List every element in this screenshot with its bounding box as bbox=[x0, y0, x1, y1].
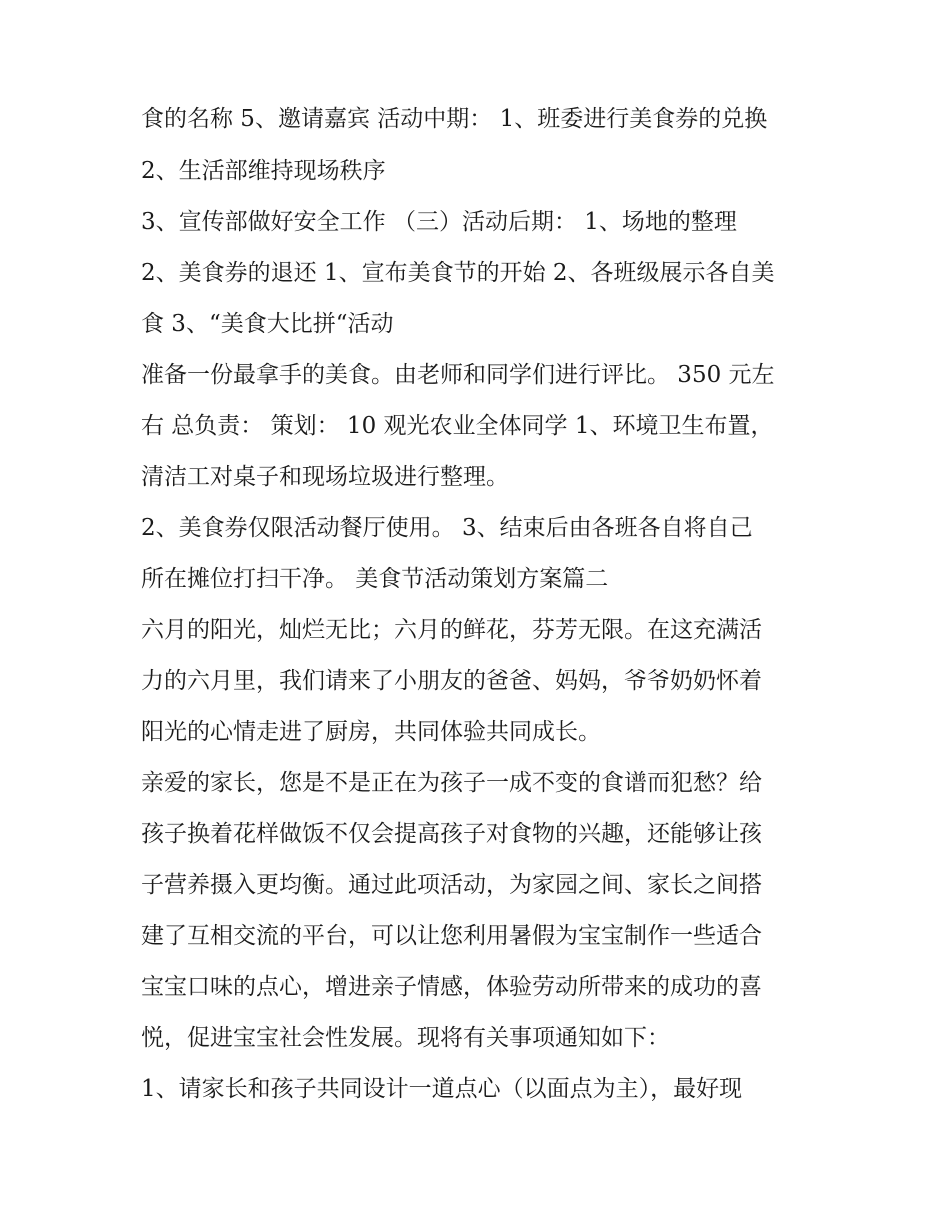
text-line: 1、请家长和孩子共同设计一道点心（以面点为主），最好现 bbox=[141, 1076, 743, 1102]
text-line: 孩子换着花样做饭不仅会提高孩子对食物的兴趣，还能够让孩 bbox=[141, 821, 762, 847]
text-line: 准备一份最拿手的美食。由老师和同学们进行评比。 350 元左 bbox=[141, 362, 775, 388]
text-line: 清洁工对桌子和现场垃圾进行整理。 bbox=[141, 464, 509, 490]
text-line: 子营养摄入更均衡。通过此项活动，为家园之间、家长之间搭 bbox=[141, 872, 762, 898]
text-line: 2、美食券的退还 1、宣布美食节的开始 2、各班级展示各自美 bbox=[141, 260, 775, 286]
text-line: 3、宣传部做好安全工作 （三）活动后期： 1、场地的整理 bbox=[141, 209, 737, 235]
text-line: 宝宝口味的点心，增进亲子情感，体验劳动所带来的成功的喜 bbox=[141, 974, 762, 1000]
text-line: 2、生活部维持现场秩序 bbox=[141, 158, 386, 184]
text-line: 2、美食券仅限活动餐厅使用。 3、结束后由各班各自将自己 bbox=[141, 515, 753, 541]
text-line: 食 3、“美食大比拼“活动 bbox=[141, 311, 394, 337]
text-line: 亲爱的家长，您是不是正在为孩子一成不变的食谱而犯愁？给 bbox=[141, 770, 762, 796]
text-line: 建了互相交流的平台，可以让您利用暑假为宝宝制作一些适合 bbox=[141, 923, 762, 949]
text-line: 力的六月里，我们请来了小朋友的爸爸、妈妈，爷爷奶奶怀着 bbox=[141, 668, 762, 694]
text-line: 阳光的心情走进了厨房，共同体验共同成长。 bbox=[141, 719, 601, 745]
text-line: 悦，促进宝宝社会性发展。现将有关事项通知如下： bbox=[141, 1025, 670, 1051]
text-line: 所在摊位打扫干净。 美食节活动策划方案篇二 bbox=[141, 566, 609, 592]
text-line: 右 总负责： 策划： 10 观光农业全体同学 1、环境卫生布置， bbox=[141, 413, 774, 439]
text-line: 食的名称 5、邀请嘉宾 活动中期： 1、班委进行美食券的兑换 bbox=[141, 106, 768, 132]
text-line: 六月的阳光，灿烂无比；六月的鲜花，芬芳无限。在这充满活 bbox=[141, 617, 762, 643]
